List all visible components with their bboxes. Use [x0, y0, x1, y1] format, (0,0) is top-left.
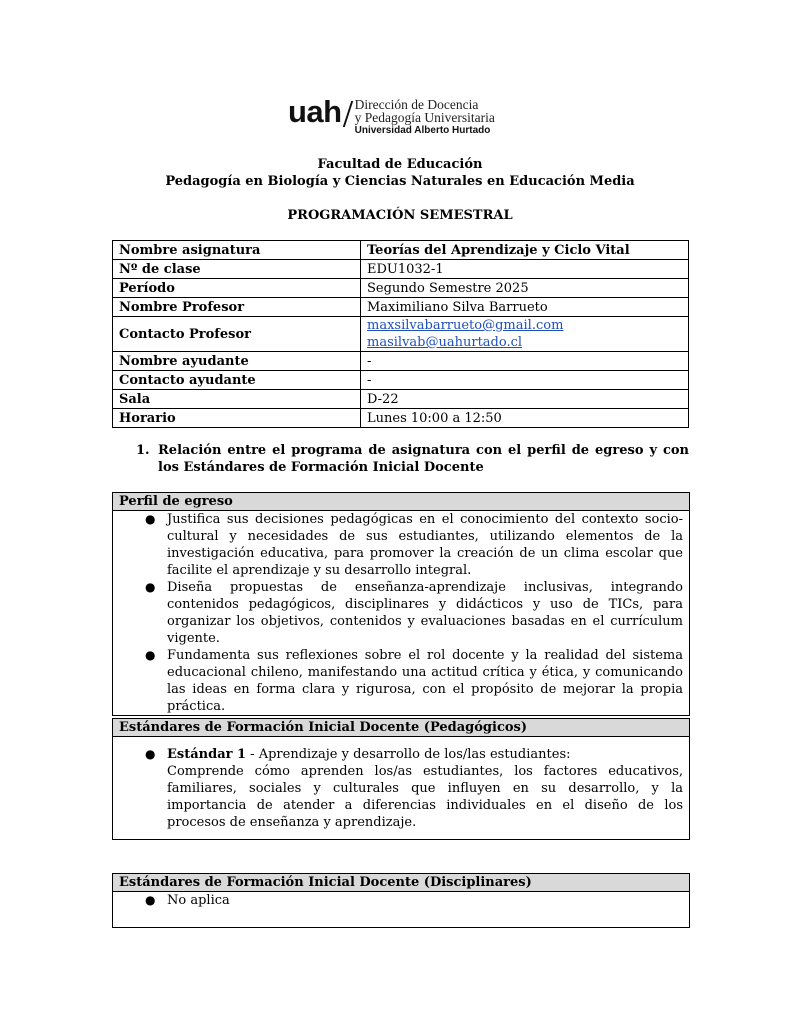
email-link-gmail[interactable]: maxsilvabarrueto@gmail.com [367, 318, 564, 333]
logo-line-1: Dirección de Docencia [354, 97, 479, 112]
logo-line-2: y Pedagogía Universitaria [354, 110, 495, 125]
info-value: Maximiliano Silva Barrueto [361, 298, 689, 317]
bullet-icon: ● [145, 893, 156, 907]
info-value: EDU1032-1 [361, 260, 689, 279]
table-row [113, 352, 689, 371]
info-key: Período [113, 279, 361, 298]
list-item [113, 579, 689, 647]
logo-slash [342, 101, 352, 127]
perfil-egreso-box [112, 492, 690, 716]
estandares-disciplinares-list [113, 892, 689, 909]
table-row [113, 241, 689, 260]
info-value: Teorías del Aprendizaje y Ciclo Vital [361, 241, 689, 260]
section-number: 1. [136, 443, 150, 458]
standard-description: Comprende cómo aprenden los/as estudiantes, los factores educativos, familiares, sociales y culturales que influyen en su desarrollo, y la importancia de atender a diferencias individuales en el diseño de los procesos de enseñanza y aprendizaje. [167, 764, 683, 830]
table-row [113, 371, 689, 390]
table-row [113, 317, 689, 352]
info-key: Contacto Profesor [113, 317, 361, 352]
table-row [113, 390, 689, 409]
estandares-disciplinares-header: Estándares de Formación Inicial Docente (Disciplinares) [113, 874, 689, 892]
info-value: D-22 [361, 390, 689, 409]
table-row [113, 298, 689, 317]
info-value: - [361, 352, 689, 371]
table-row [113, 409, 689, 428]
table-row [113, 260, 689, 279]
list-item-text: Fundamenta sus reflexiones sobre el rol docente y la realidad del sistema educacional chileno, manifestando una actitud crítica y ética, y comunicando las ideas en forma clara y rigurosa, con el propósito de mejorar la propia práctica. [167, 648, 683, 714]
section-1-heading [136, 442, 689, 476]
estandares-disciplinares-box [112, 873, 690, 928]
bullet-icon: ● [145, 648, 156, 662]
estandares-pedagogicos-header: Estándares de Formación Inicial Docente (Pedagógicos) [113, 719, 689, 737]
list-item-text: Diseña propuestas de enseñanza-aprendizaje inclusivas, integrando contenidos pedagógicos, disciplinares y didácticos y uso de TICs, para organizar los objetivos, contenidos y evaluaciones basadas en el currículum vigente. [167, 580, 683, 646]
info-value: Lunes 10:00 a 12:50 [361, 409, 689, 428]
email-link-uah[interactable]: masilvab@uahurtado.cl [367, 335, 523, 350]
estandares-pedagogicos-list [113, 746, 689, 831]
info-value-emails [361, 317, 689, 352]
bullet-icon: ● [145, 580, 156, 594]
list-item-text: Justifica sus decisiones pedagógicas en el conocimiento del contexto socio-cultural y necesidades de sus estudiantes, utilizando elementos de la investigación educativa, para promover la creación de un clima escolar que facilite el aprendizaje y su desarrollo integral. [167, 512, 683, 578]
logo-line-3: Universidad Alberto Hurtado [354, 125, 491, 136]
logo-mark: uah [288, 94, 342, 129]
perfil-egreso-list [113, 511, 689, 715]
info-key: Nombre ayudante [113, 352, 361, 371]
program-heading: Pedagogía en Biología y Ciencias Naturales en Educación Media [165, 174, 635, 189]
info-key: Nombre asignatura [113, 241, 361, 260]
bullet-icon: ● [145, 512, 156, 526]
course-info-table [112, 240, 689, 428]
info-key: Contacto ayudante [113, 371, 361, 390]
standard-title: Estándar 1 [167, 747, 247, 762]
section-title: Relación entre el programa de asignatura con el perfil de egreso y con los Estándares de Formación Inicial Docente [158, 443, 689, 475]
info-key: Sala [113, 390, 361, 409]
list-item [113, 746, 689, 831]
list-item-text: No aplica [167, 893, 230, 908]
info-key: Horario [113, 409, 361, 428]
list-item [113, 511, 689, 579]
info-value: - [361, 371, 689, 390]
standard-subtitle: - Aprendizaje y desarrollo de los/las estudiantes: [246, 747, 571, 762]
faculty-heading: Facultad de Educación [317, 157, 483, 172]
logo-text [355, 98, 495, 137]
info-key: Nº de clase [113, 260, 361, 279]
table-row [113, 279, 689, 298]
estandares-pedagogicos-box [112, 718, 690, 840]
list-item [113, 647, 689, 715]
info-key: Nombre Profesor [113, 298, 361, 317]
uah-logo [288, 96, 495, 138]
perfil-egreso-header: Perfil de egreso [113, 493, 689, 511]
bullet-icon: ● [145, 747, 156, 761]
list-item [113, 892, 689, 909]
document-title: PROGRAMACIÓN SEMESTRAL [287, 208, 513, 223]
info-value: Segundo Semestre 2025 [361, 279, 689, 298]
